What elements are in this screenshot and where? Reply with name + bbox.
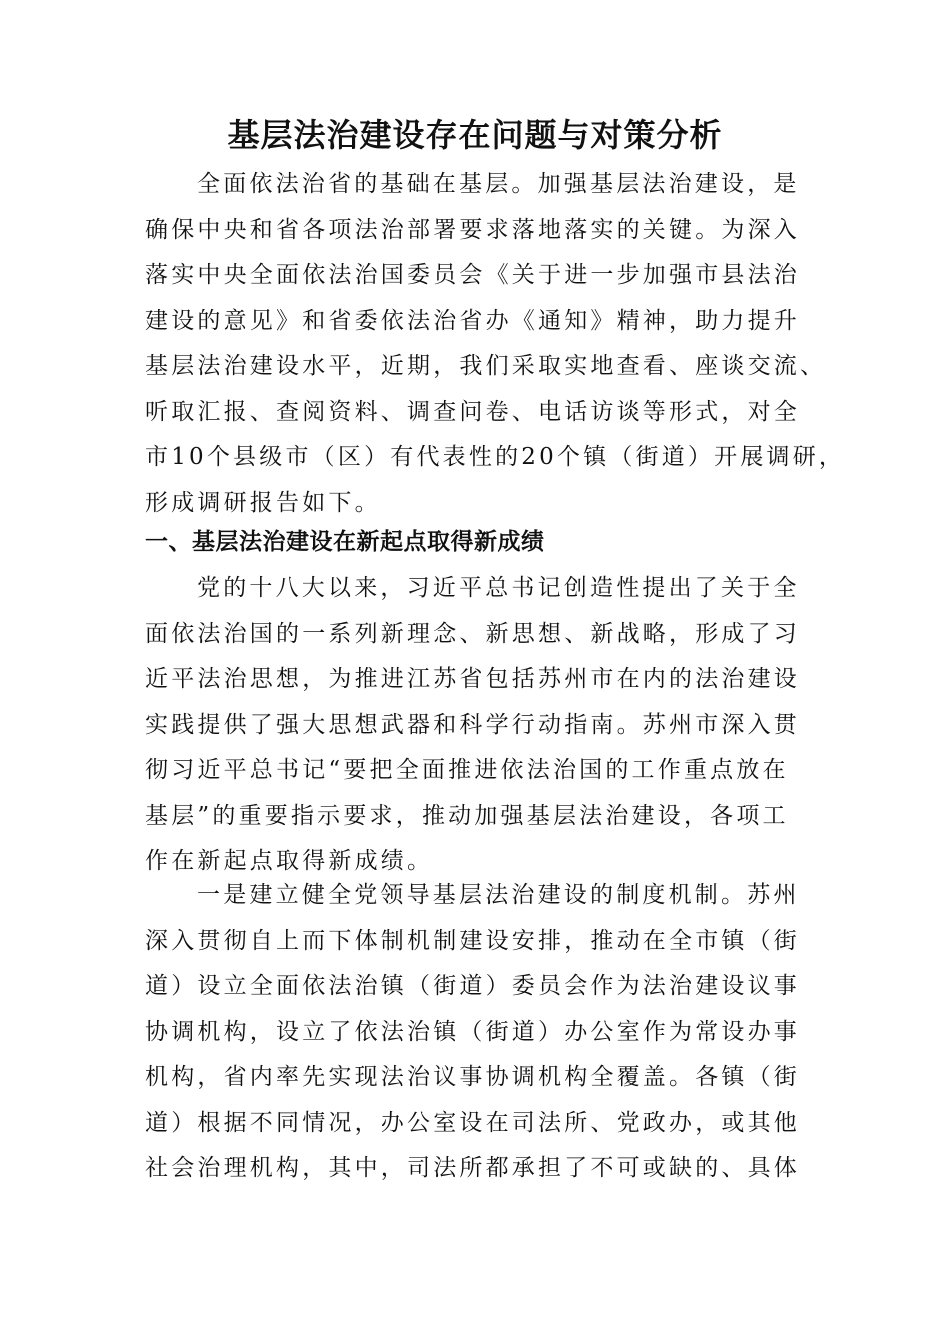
document-title: 基层法治建设存在问题与对策分析 bbox=[227, 116, 723, 154]
section-paragraph bbox=[145, 566, 825, 885]
paragraph-line: 机构，省内率先实现法治议事协调机构全覆盖。各镇（街 bbox=[145, 1064, 800, 1090]
paragraph-line: 社会治理机构，其中，司法所都承担了不可或缺的、具体 bbox=[145, 1155, 800, 1181]
paragraph-line: 近平法治思想，为推进江苏省包括苏州市在内的法治建设 bbox=[145, 666, 800, 692]
paragraph-line: 一是建立健全党领导基层法治建设的制度机制。苏州 bbox=[197, 882, 800, 908]
paragraph-line: 形成调研报告如下。 bbox=[145, 489, 381, 516]
point-one-paragraph bbox=[145, 873, 825, 1192]
paragraph-line: 听取汇报、查阅资料、调查问卷、电话访谈等形式，对全 bbox=[145, 398, 800, 425]
paragraph-line: 深入贯彻自上而下体制机制建设安排，推动在全市镇（街 bbox=[145, 927, 800, 954]
paragraph-line: 市10个县级市（区）有代表性的20个镇（街道）开展调研， bbox=[145, 444, 846, 470]
paragraph-line: 协调机构，设立了依法治镇（街道）办公室作为常设办事 bbox=[145, 1018, 800, 1045]
paragraph-line: 建设的意见》和省委依法治省办《通知》精神，助力提升 bbox=[145, 307, 800, 334]
section-heading: 一、基层法治建设在新起点取得新成绩 bbox=[145, 529, 545, 555]
paragraph-line: 面依法治国的一系列新理念、新思想、新战略，形成了习 bbox=[145, 620, 800, 647]
paragraph-line: 落实中央全面依法治国委员会《关于进一步加强市县法治 bbox=[145, 262, 800, 288]
intro-paragraph bbox=[145, 162, 846, 526]
paragraph-line: 基层法治建设水平，近期，我们采取实地查看、座谈交流、 bbox=[145, 353, 827, 379]
paragraph-line: 作在新起点取得新成绩。 bbox=[145, 848, 434, 874]
paragraph-line: 道）根据不同情况，办公室设在司法所、党政办，或其他 bbox=[145, 1109, 800, 1136]
paragraph-line: 确保中央和省各项法治部署要求落地落实的关键。为深入 bbox=[145, 216, 800, 243]
paragraph-line: 党的十八大以来，习近平总书记创造性提出了关于全 bbox=[197, 575, 800, 601]
paragraph-line: 道）设立全面依法治镇（街道）委员会作为法治建设议事 bbox=[145, 973, 800, 999]
paragraph-line: 彻习近平总书记“要把全面推进依法治国的工作重点放在 bbox=[145, 757, 789, 783]
paragraph-line: 基层”的重要指示要求，推动加强基层法治建设，各项工 bbox=[145, 802, 789, 829]
paragraph-line: 全面依法治省的基础在基层。加强基层法治建设，是 bbox=[197, 171, 800, 197]
paragraph-line: 实践提供了强大思想武器和科学行动指南。苏州市深入贯 bbox=[145, 711, 800, 738]
